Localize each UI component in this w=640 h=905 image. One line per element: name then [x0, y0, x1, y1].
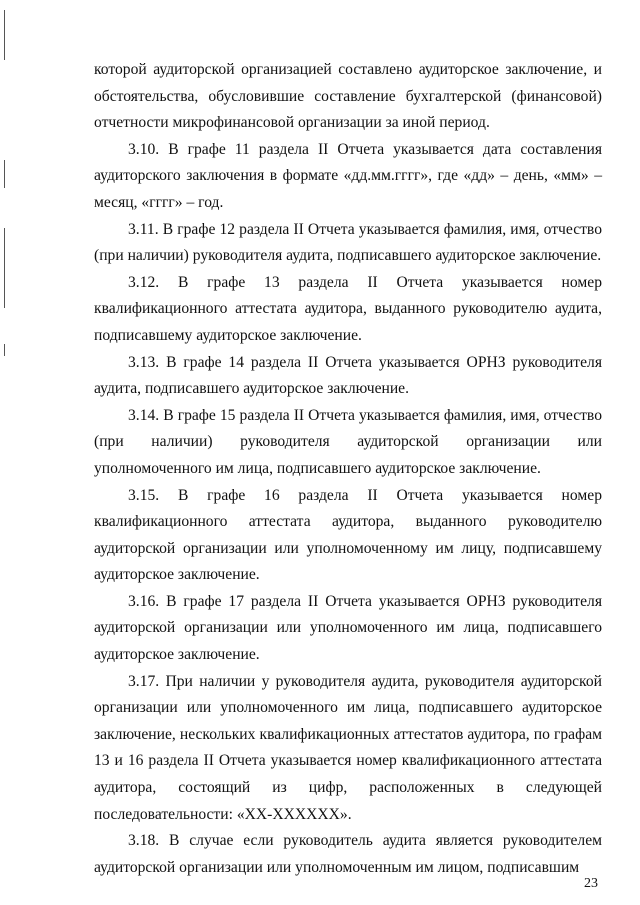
margin-line-mark: [4, 228, 5, 308]
paragraph-3-12: 3.12. В графе 13 раздела II Отчета указывается номер квалификационного аттестата аудитора, выданного руководителю аудита, подписавшему аудиторское заключение.: [94, 273, 602, 344]
paragraph-3-13: 3.13. В графе 14 раздела II Отчета указывается ОРНЗ руководителя аудита, подписавшего аудиторское заключение.: [94, 353, 602, 398]
paragraph-3-18: 3.18. В случае если руководитель аудита является руководителем аудиторской организации или уполномоченным им лицом, подписавшим: [94, 832, 602, 876]
paragraph-continuation: которой аудиторской организацией составлено аудиторское заключение, и обстоятельства, обусловившие составление бухгалтерской (финансовой) отчетности микрофинансовой организации за иной период.: [94, 61, 602, 132]
paragraph-3-14: 3.14. В графе 15 раздела II Отчета указывается фамилия, имя, отчество (при наличии) руководителя аудиторской организации или уполномоченного им лица, подписавшего аудиторское заключение.: [94, 406, 602, 477]
paragraph-3-11: 3.11. В графе 12 раздела II Отчета указывается фамилия, имя, отчество (при наличии) руководителя аудита, подписавшего аудиторское заключение.: [94, 220, 602, 265]
margin-line-mark: [4, 344, 5, 356]
margin-line-mark: [4, 10, 5, 60]
document-body: [94, 57, 602, 881]
margin-line-mark: [4, 160, 5, 188]
paragraph-3-17: 3.17. При наличии у руководителя аудита, руководителя аудиторской организации или уполномоченного им лица, подписавшего аудиторское заключение, нескольких квалификационных аттестатов аудитора, по графам 13 и 16 раздела II Отчета указывается номер квалификационного аттестата аудитора, состоящий из цифр, расположенных в следующей последовательности: «ХХ-ХХХХХХ».: [94, 672, 602, 823]
page-number: 23: [584, 876, 598, 891]
paragraph-3-15: 3.15. В графе 16 раздела II Отчета указывается номер квалификационного аттестата аудитора, выданного руководителю аудиторской организации или уполномоченному им лицу, подписавшему аудиторское заключение.: [94, 486, 602, 584]
paragraph-3-10: 3.10. В графе 11 раздела II Отчета указывается дата составления аудиторского заключения в формате «дд.мм.гггг», где «дд» – день, «мм» – месяц, «гггг» – год.: [94, 140, 602, 211]
paragraph-3-16: 3.16. В графе 17 раздела II Отчета указывается ОРНЗ руководителя аудиторской организации или уполномоченного им лица, подписавшего аудиторское заключение.: [94, 592, 602, 664]
